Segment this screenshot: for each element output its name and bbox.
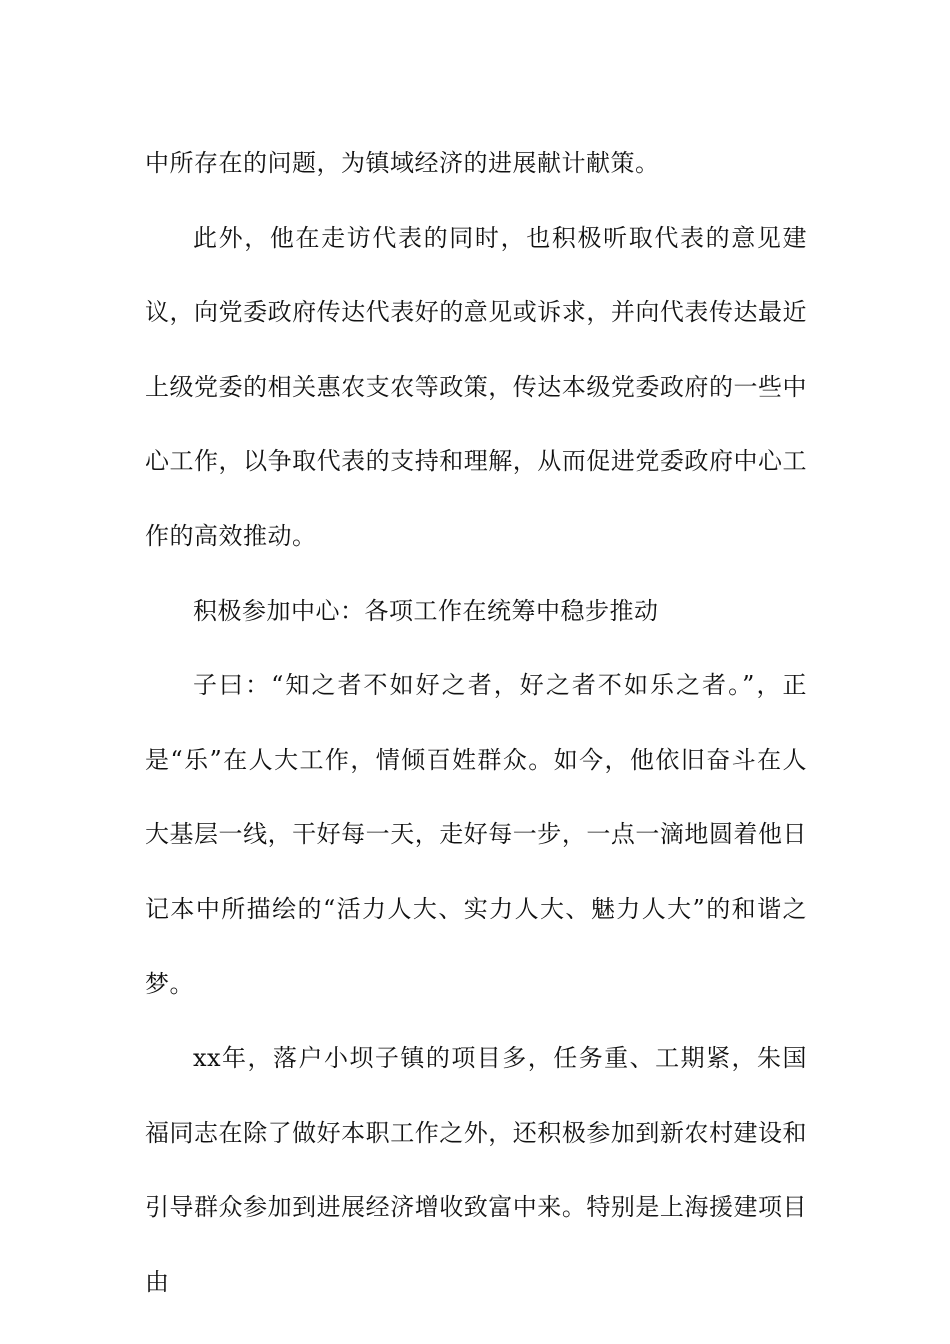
paragraph-projects: xx年，落户小坝子镇的项目多，任务重、工期紧，朱国福同志在除了做好本职工作之外，还积极参加到新农村建设和引导群众参加到进展经济增收致富中来。特别是上海援建项目由 bbox=[145, 1044, 807, 1296]
paragraph-representative-visits: 此外，他在走访代表的同时，也积极听取代表的意见建议，向党委政府传达代表好的意见或诉求，并向代表传达最近上级党委的相关惠农支农等政策，传达本级党委政府的一些中心工作，以争取代表的支持和理解，从而促进党委政府中心工作的高效推动。 bbox=[145, 223, 807, 550]
paragraph-confucius-quote: 子曰：“知之者不如好之者，好之者不如乐之者。”，正是“乐”在人大工作，情倾百姓群众。如今，他依旧奋斗在人大基层一线，干好每一天，走好每一步，一点一滴地圆着他日记本中所描绘的“活力人大、实力人大、魅力人大”的和谐之梦。 bbox=[145, 671, 807, 998]
paragraph-continuation: 中所存在的问题，为镇域经济的进展献计献策。 bbox=[145, 149, 660, 177]
document-body bbox=[145, 126, 807, 1320]
section-heading: 积极参加中心：各项工作在统筹中稳步推动 bbox=[193, 596, 659, 625]
